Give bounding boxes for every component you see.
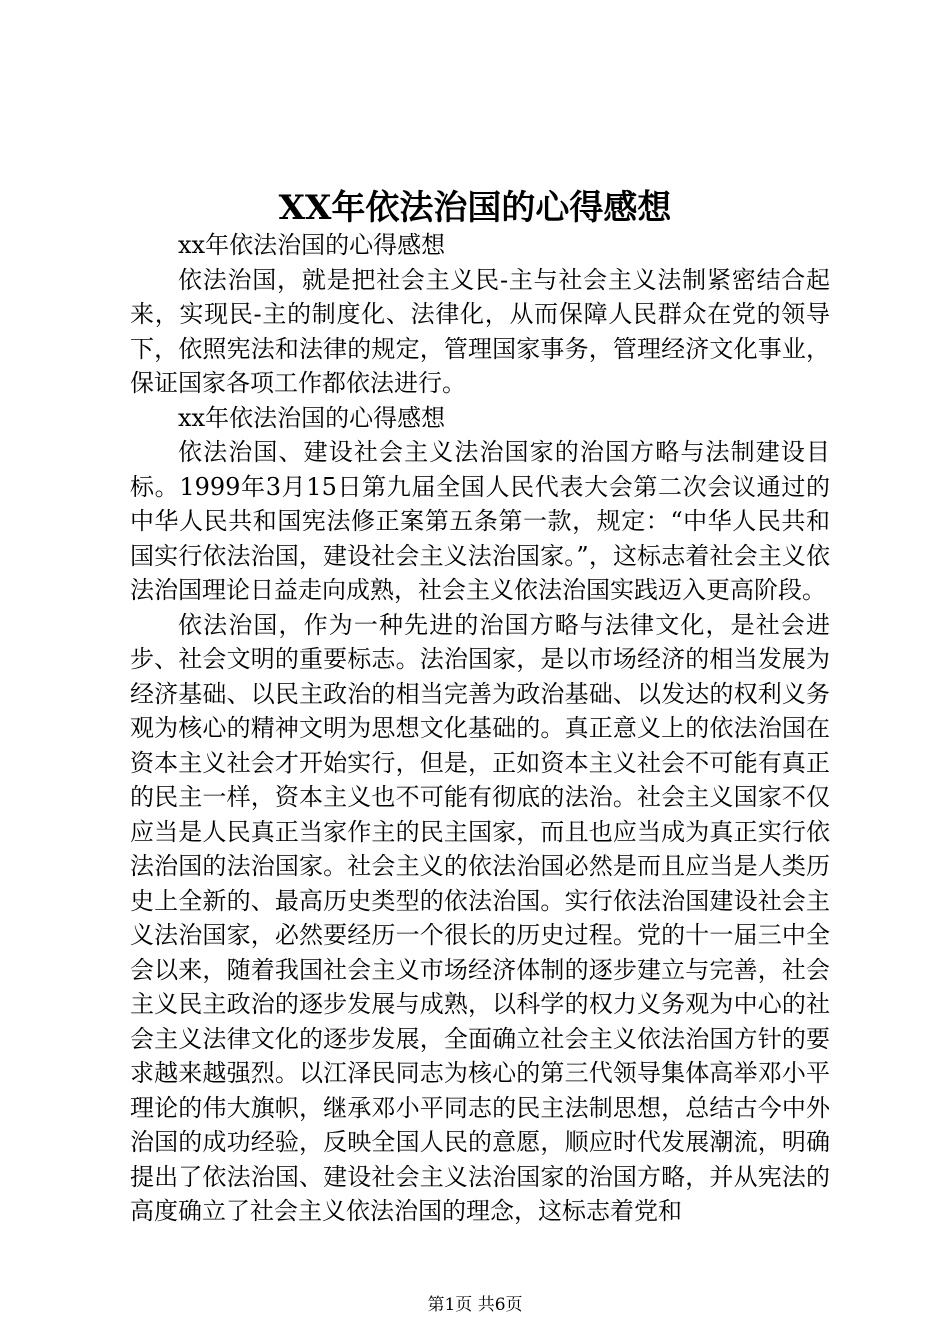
document-body [130, 228, 830, 1229]
paragraph-2: 依法治国、建设社会主义法治国家的治国方略与法制建设目标。1999年3月15日第九届全国人民代表大会第二次会议通过的中华人民共和国宪法修正案第五条第一款，规定：“中华人民共和国实行依法治国，建设社会主义法治国家。”，这标志着社会主义依法治国理论日益走向成熟，社会主义依法治国实践迈入更高阶段。 [130, 438, 830, 604]
paragraph-heading-2: xx年依法治国的心得感想 [178, 403, 446, 432]
document-title: XX年依法治国的心得感想 [278, 188, 672, 228]
paragraph-heading-1: xx年依法治国的心得感想 [178, 231, 446, 259]
paragraph-3: 依法治国，作为一种先进的治国方略与法律文化，是社会进步、社会文明的重要标志。法治国家，是以市场经济的相当发展为经济基础、以民主政治的相当完善为政治基础、以发达的权利义务观为核心的精神文明为思想文化基础的。真正意义上的依法治国在资本主义社会才开始实行，但是，正如资本主义社会不可能有真正的民主一样，资本主义也不可能有彻底的法治。社会主义国家不仅应当是人民真正当家作主的民主国家，而且也应当成为真正实行依法治国的法治国家。社会主义的依法治国必然是而且应当是人类历史上全新的、最高历史类型的依法治国。实行依法治国建设社会主义法治国家，必然要经历一个很长的历史过程。党的十一届三中全会以来，随着我国社会主义市场经济体制的逐步建立与完善，社会主义民主政治的逐步发展与成熟，以科学的权力义务观为中心的社会主义法律文化的逐步发展，全面确立社会主义依法治国方针的要求越来越强烈。以江泽民同志为核心的第三代领导集体高举邓小平理论的伟大旗帜，继承邓小平同志的民主法制思想，总结古今中外治国的成功经验，反映全国人民的意愿，顺应时代发展潮流，明确提出了依法治国、建设社会主义法治国家的治国方略，并从宪法的高度确立了社会主义依法治国的理念，这标志着党和 [130, 610, 830, 1225]
page-footer: 第1页 共6页 [427, 1295, 523, 1315]
paragraph-1: 依法治国，就是把社会主义民-主与社会主义法制紧密结合起来，实现民-主的制度化、法律化，从而保障人民群众在党的领导下，依照宪法和法律的规定，管理国家事务，管理经济文化事业，保证国家各项工作都依法进行。 [130, 265, 830, 397]
